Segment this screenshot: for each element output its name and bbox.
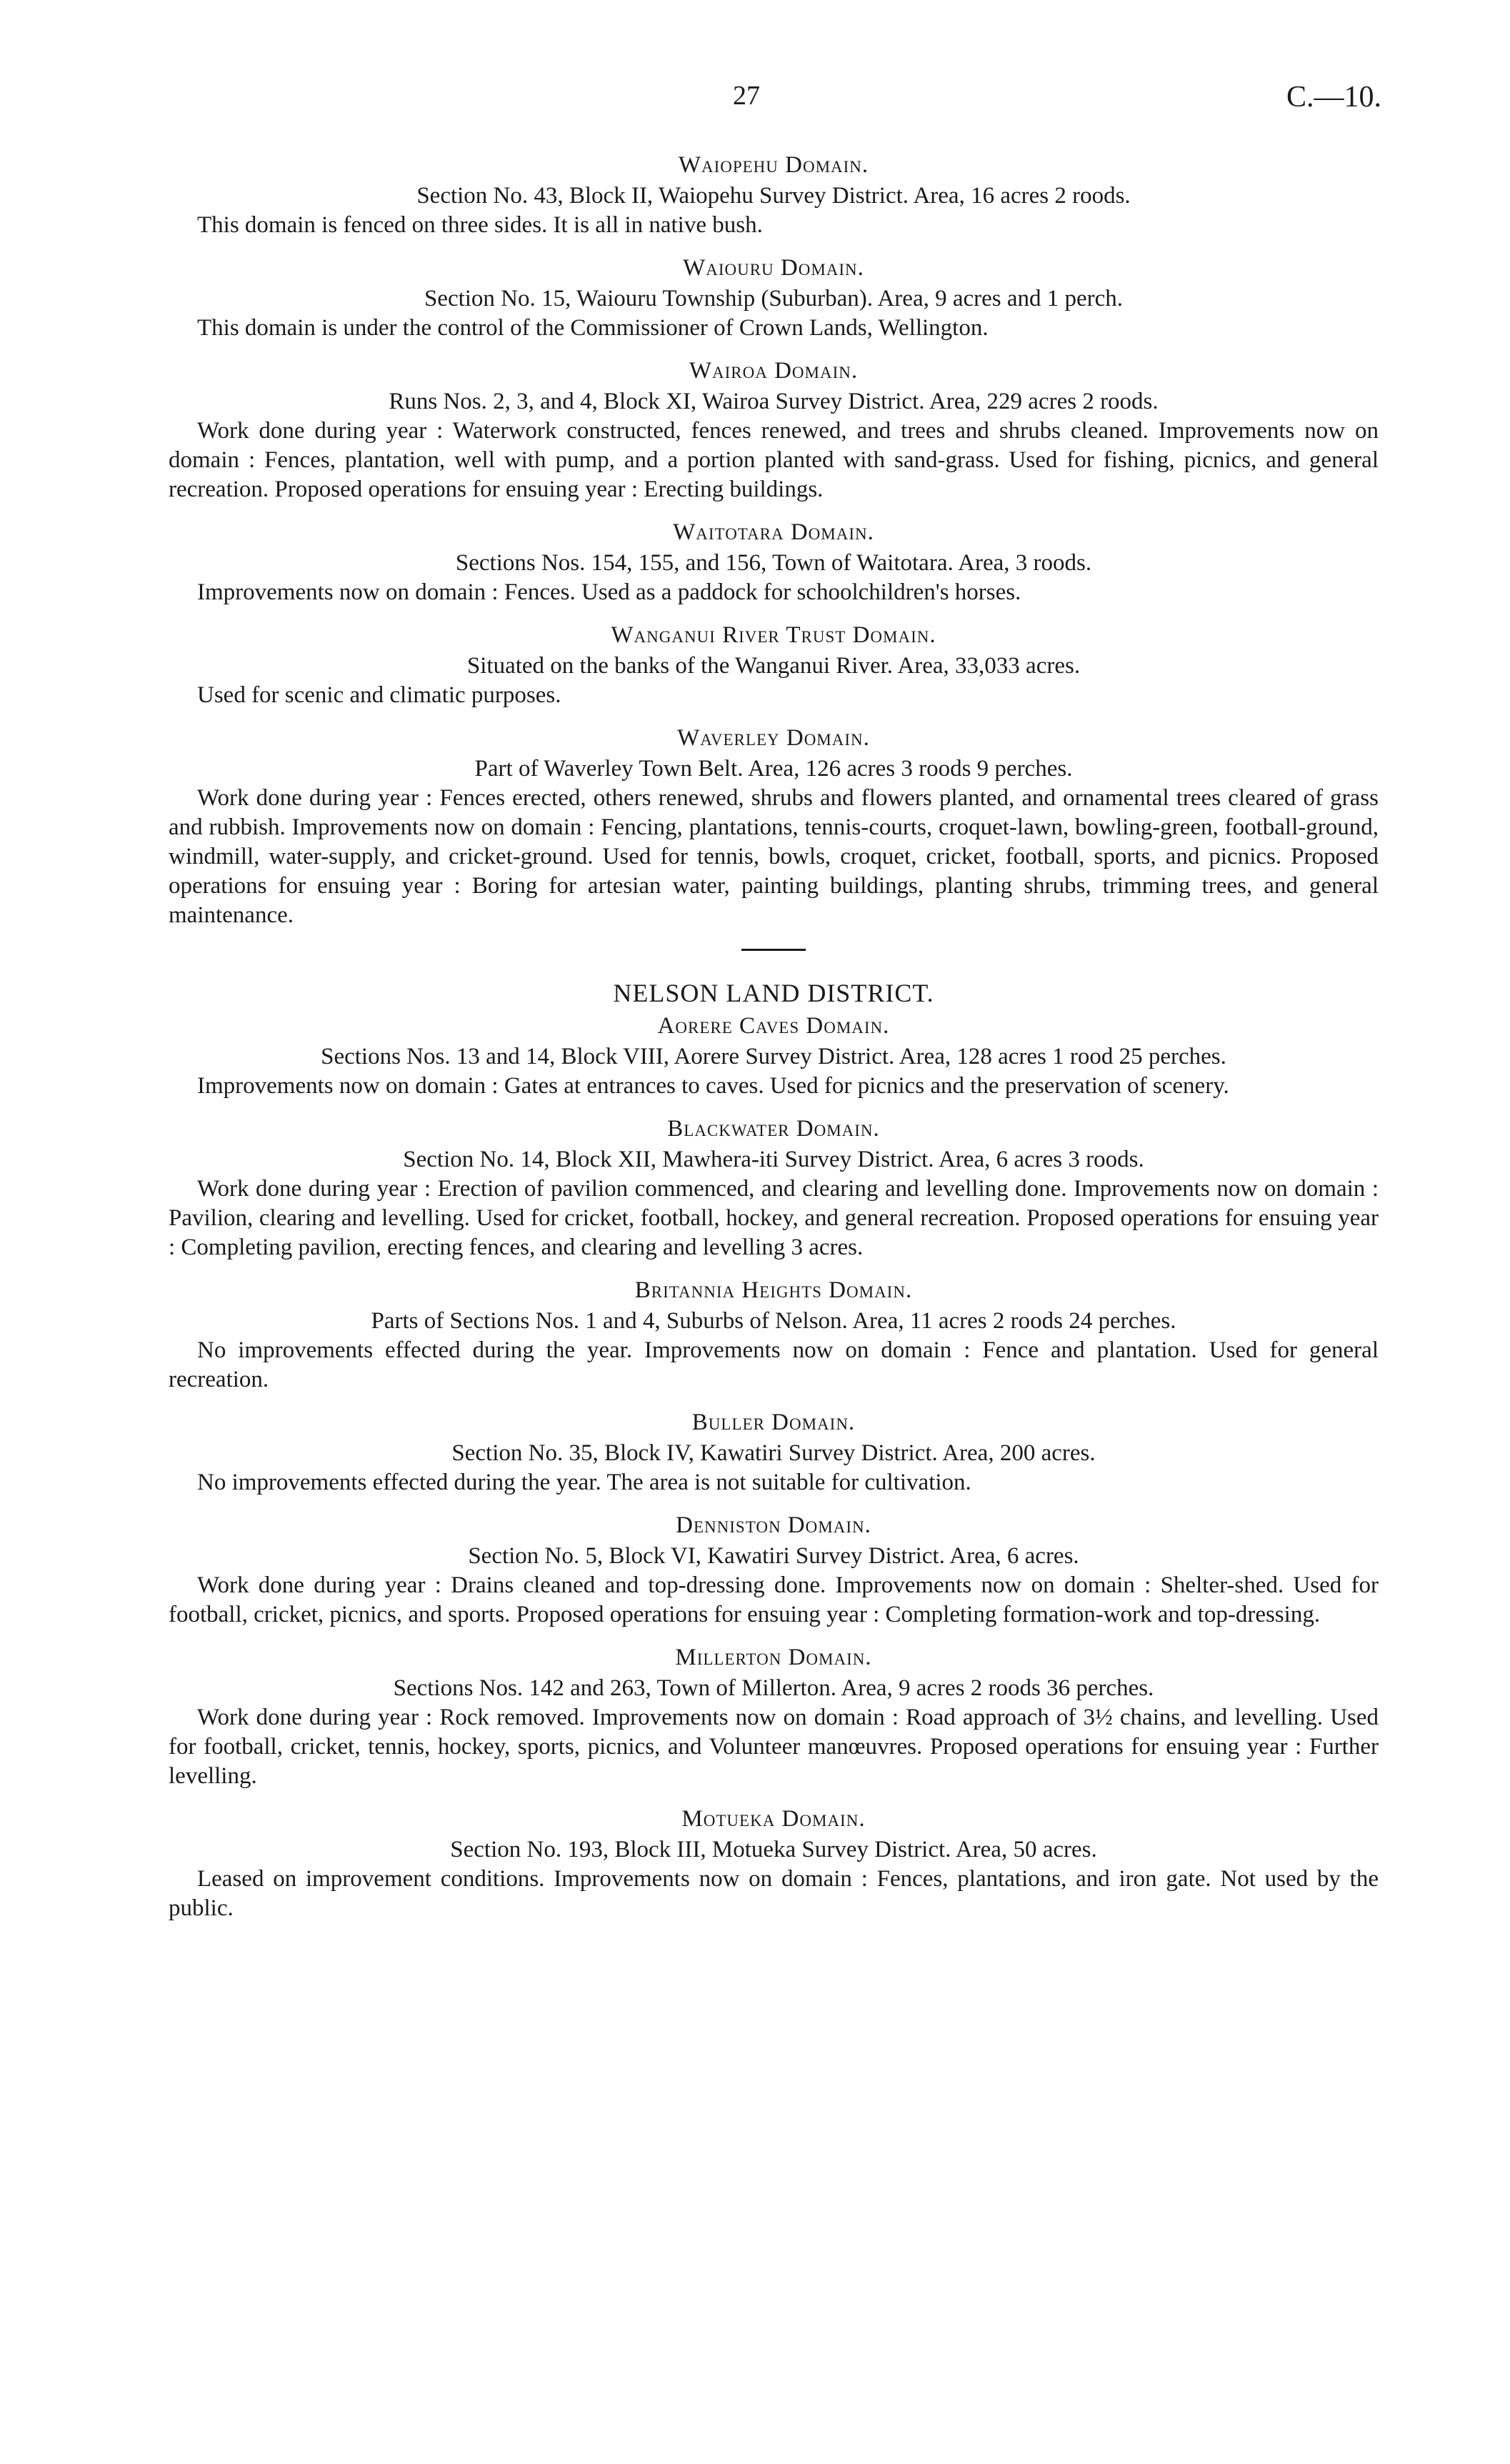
domain-entry-waiouru-domain bbox=[169, 253, 1379, 343]
domain-entry-blackwater-domain bbox=[169, 1114, 1379, 1262]
domain-title: Millerton Domain. bbox=[675, 1645, 872, 1670]
domain-title: Waverley Domain. bbox=[677, 725, 870, 751]
domain-entry-britannia-heights-domain bbox=[169, 1275, 1379, 1395]
domain-title: Waiouru Domain. bbox=[683, 255, 864, 281]
domain-title: Wanganui River Trust Domain. bbox=[611, 622, 936, 648]
domain-entry-wanganui-river-trust-domain bbox=[169, 620, 1379, 710]
district-heading: NELSON LAND DISTRICT. bbox=[613, 979, 934, 1007]
domain-description: No improvements effected during the year. Improvements now on domain : Fence and plantation. Used for general recreation. bbox=[169, 1337, 1379, 1392]
domain-entry-waiopehu-domain bbox=[169, 150, 1379, 240]
section-divider bbox=[741, 949, 806, 951]
domain-location: Situated on the banks of the Wanganui River. Area, 33,033 acres. bbox=[466, 653, 1081, 679]
domain-entry-denniston-domain bbox=[169, 1510, 1379, 1630]
domain-description: Work done during year : Waterwork constructed, fences renewed, and trees and shrubs cleaned. Improvements now on domain : Fences, plantation, well with pump, and a portion planted with sand-grass. Used for fishing, picnics, and general recreation. Proposed operations for ensuing year : Erecting buildings. bbox=[169, 418, 1379, 502]
domain-description: Work done during year : Erection of pavilion commenced, and clearing and levelling done. Improvements now on domain : Pavilion, clearing and levelling. Used for cricket, football, hockey, and general recreation. Proposed operations for ensuing year : Completing pavilion, erecting fences, and clearing and levelling 3 acres. bbox=[169, 1176, 1379, 1260]
domain-title: Aorere Caves Domain. bbox=[657, 1013, 890, 1039]
domain-location: Sections Nos. 142 and 263, Town of Millerton. Area, 9 acres 2 roods 36 perches. bbox=[393, 1675, 1154, 1701]
domain-title: Denniston Domain. bbox=[676, 1512, 871, 1538]
domain-location: Sections Nos. 13 and 14, Block VIII, Aorere Survey District. Area, 128 acres 1 rood 25 perches. bbox=[321, 1044, 1226, 1069]
domain-location: Section No. 193, Block III, Motueka Survey District. Area, 50 acres. bbox=[450, 1837, 1097, 1862]
domain-description: Work done during year : Fences erected, others renewed, shrubs and flowers planted, and ornamental trees cleared of grass and rubbish. Improvements now on domain : Fencing, plantations, tennis-courts, croquet-lawn, bowling-green, football-ground, windmill, water-supply, and cricket-ground. Used for tennis, bowls, croquet, cricket, football, sports, and picnics. Proposed operations for ensuing year : Boring for artesian water, painting buildings, planting shrubs, trimming trees, and general maintenance. bbox=[169, 785, 1379, 928]
domain-title: Waitotara Domain. bbox=[673, 519, 874, 545]
domain-entry-wairoa-domain bbox=[169, 356, 1379, 504]
domain-location: Section No. 15, Waiouru Township (Suburban). Area, 9 acres and 1 perch. bbox=[424, 286, 1124, 311]
domain-description: Work done during year : Drains cleaned and top-dressing done. Improvements now on domain : Shelter-shed. Used for football, cricket, picnics, and sports. Proposed operations for ensuing year : Completing formation-work and top-dressing. bbox=[169, 1572, 1379, 1627]
domain-entry-millerton-domain bbox=[169, 1642, 1379, 1791]
page-header bbox=[0, 80, 1510, 123]
domain-description: Leased on improvement conditions. Improvements now on domain : Fences, plantations, and iron gate. Not used by the public. bbox=[169, 1866, 1379, 1921]
domain-location: Sections Nos. 154, 155, and 156, Town of Waitotara. Area, 3 roods. bbox=[455, 550, 1092, 576]
domain-location: Runs Nos. 2, 3, and 4, Block XI, Wairoa Survey District. Area, 229 acres 2 roods. bbox=[389, 389, 1159, 414]
domain-description: Used for scenic and climatic purposes. bbox=[197, 682, 561, 708]
domain-entry-buller-domain bbox=[169, 1407, 1379, 1497]
domain-location: Section No. 5, Block VI, Kawatiri Survey District. Area, 6 acres. bbox=[468, 1543, 1079, 1569]
domain-entry-aorere-caves-domain bbox=[169, 1011, 1379, 1101]
wellington-domains-section bbox=[169, 150, 1379, 930]
domain-title: Britannia Heights Domain. bbox=[634, 1277, 913, 1303]
domain-description: Improvements now on domain : Fences. Used as a paddock for schoolchildren's horses. bbox=[197, 579, 1021, 605]
domain-location: Section No. 43, Block II, Waiopehu Survey District. Area, 16 acres 2 roods. bbox=[416, 183, 1131, 209]
domain-location: Section No. 35, Block IV, Kawatiri Survey District. Area, 200 acres. bbox=[451, 1440, 1096, 1466]
nelson-domains-section bbox=[169, 1011, 1379, 1923]
domain-description: This domain is fenced on three sides. It is all in native bush. bbox=[197, 212, 763, 238]
domain-description: Work done during year : Rock removed. Improvements now on domain : Road approach of 3½ chains, and levelling. Used for football, cricket, tennis, hockey, sports, picnics, and Volunteer manœuvres. Proposed operations for ensuing year : Further levelling. bbox=[169, 1705, 1379, 1789]
domain-location: Part of Waverley Town Belt. Area, 126 acres 3 roods 9 perches. bbox=[474, 756, 1073, 782]
domain-title: Blackwater Domain. bbox=[667, 1116, 880, 1142]
domain-title: Buller Domain. bbox=[691, 1410, 856, 1435]
domain-title: Motueka Domain. bbox=[681, 1806, 866, 1832]
domain-location: Parts of Sections Nos. 1 and 4, Suburbs of Nelson. Area, 11 acres 2 roods 24 perches. bbox=[371, 1308, 1176, 1334]
page-content bbox=[169, 150, 1379, 1923]
domain-entry-waverley-domain bbox=[169, 723, 1379, 930]
domain-title: Waiopehu Domain. bbox=[678, 152, 869, 178]
domain-description: Improvements now on domain : Gates at entrances to caves. Used for picnics and the preservation of scenery. bbox=[197, 1073, 1229, 1099]
domain-description: No improvements effected during the year. The area is not suitable for cultivation. bbox=[197, 1470, 971, 1495]
page-number: 27 bbox=[733, 81, 760, 111]
domain-title: Wairoa Domain. bbox=[689, 358, 859, 384]
domain-location: Section No. 14, Block XII, Mawhera-iti Survey District. Area, 6 acres 3 roods. bbox=[403, 1147, 1144, 1172]
document-reference: C.—10. bbox=[1286, 81, 1381, 114]
domain-description: This domain is under the control of the Commissioner of Crown Lands, Wellington. bbox=[197, 315, 989, 341]
domain-entry-waitotara-domain bbox=[169, 517, 1379, 607]
domain-entry-motueka-domain bbox=[169, 1804, 1379, 1923]
